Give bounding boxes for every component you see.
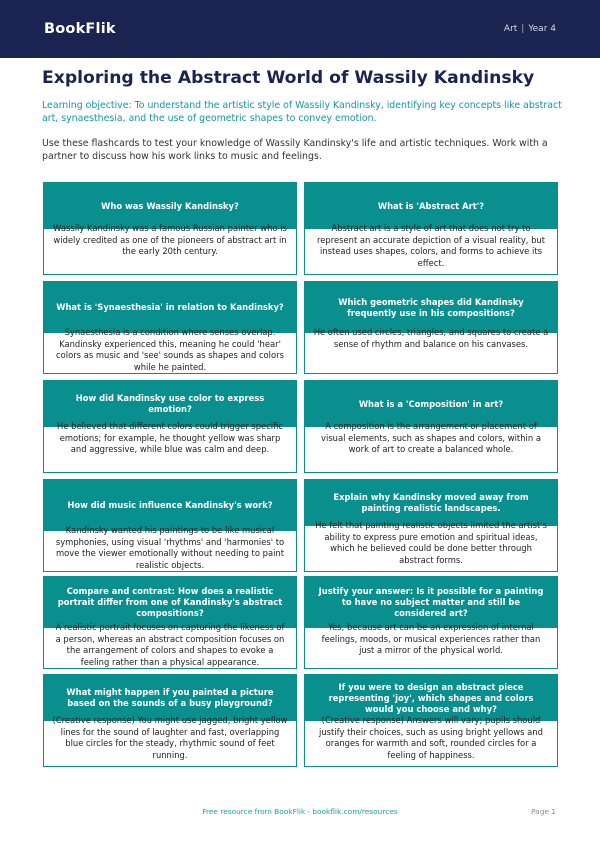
flashcard-question: How did music influence Kandinsky's work?	[44, 480, 296, 531]
flashcard	[304, 576, 558, 669]
flashcard	[304, 674, 558, 767]
flashcard-answer: A composition is the arrangement or placement of visual elements, such as shapes and colors, within a work of art to create a balanced whole.	[321, 421, 541, 454]
flashcard-answer: He often used circles, triangles, and squares to create a sense of rhythm and balance on his canvases.	[313, 327, 549, 349]
flashcard	[304, 182, 558, 275]
flashcard-question: Which geometric shapes did Kandinsky frequently use in his compositions?	[305, 282, 557, 333]
flashcard	[43, 479, 297, 572]
flashcard-question: Justify your answer: Is it possible for a painting to have no subject matter and still be considered art?	[305, 577, 557, 628]
flashcard-question: Who was Wassily Kandinsky?	[44, 183, 296, 229]
flashcard	[43, 182, 297, 275]
flashcard-question: How did Kandinsky use color to express emotion?	[44, 381, 296, 427]
flashcard-answer: He believed that different colors could trigger specific emotions; for example, he thought yellow was sharp and aggressive, while blue was calm and deep.	[57, 421, 283, 454]
footer-resource-link[interactable]: Free resource from BookFlik · bookflik.com/resources	[202, 807, 398, 816]
flashcard-answer: (Creative response) Answers will vary; pupils should justify their choices, such as using bright yellows and oranges for warmth and soft, rounded circles for a feeling of happiness.	[319, 715, 543, 760]
flashcard-question: What is 'Synaesthesia' in relation to Kandinsky?	[44, 282, 296, 333]
flashcard-answer: Abstract art is a style of art that does not try to represent an accurate depiction of a visual reality, but instead uses shapes, colors, and forms to achieve its effect.	[316, 223, 546, 268]
breadcrumb-separator: |	[521, 24, 525, 34]
flashcard	[43, 576, 297, 669]
flashcard	[304, 281, 558, 374]
flashcard	[43, 674, 297, 767]
flashcard-answer: Yes, because art can be an expression of internal feelings, moods, or musical experiences rather than just a mirror of the physical world.	[321, 622, 541, 655]
intro-text: Use these flashcards to test your knowledge of Wassily Kandinsky's life and artistic techniques. Work with a partner to discuss how his work links to music and feelings.	[42, 138, 548, 163]
flashcard-question: What might happen if you painted a picture based on the sounds of a busy playground?	[44, 675, 296, 721]
flashcard-answer: A realistic portrait focuses on capturing the likeness of a person, whereas an abstract composition focuses on the arrangement of colors and shapes to evoke a feeling rather than a physical appearance.	[55, 622, 285, 667]
breadcrumb	[504, 24, 556, 34]
flashcard-question: Compare and contrast: How does a realistic portrait differ from one of Kandinsky's abstract compositions?	[44, 577, 296, 628]
flashcard-answer: He felt that painting realistic objects limited the artist's ability to express pure emotion and spiritual ideas, which he believed could be done better through abstract forms.	[315, 520, 547, 565]
flashcard	[43, 281, 297, 374]
learning-objective: Learning objective: To understand the artistic style of Wassily Kandinsky, identifying key concepts like abstract art, synaesthesia, and the use of geometric shapes to convey emotion.	[42, 100, 562, 125]
flashcard-question: Explain why Kandinsky moved away from painting realistic landscapes.	[305, 480, 557, 526]
page-title: Exploring the Abstract World of Wassily Kandinsky	[42, 68, 535, 88]
header-bar	[0, 0, 600, 58]
year-label: Year 4	[528, 24, 556, 34]
flashcard-answer: Wassily Kandinsky was a famous Russian painter who is widely credited as one of the pioneers of abstract art in the early 20th century.	[53, 223, 287, 256]
brand-logo[interactable]: BookFlik	[44, 21, 116, 37]
flashcard	[304, 380, 558, 473]
page-number: Page 1	[531, 807, 556, 816]
flashcard-answer: Kandinsky wanted his paintings to be like musical symphonies, using visual 'rhythms' and 'harmonies' to move the viewer emotionally without needing to paint realistic objects.	[55, 525, 285, 570]
flashcard-answer: Synaesthesia is a condition where senses overlap. Kandinsky experienced this, meaning he could 'hear' colors as music and 'see' sounds as shapes and colors while he painted.	[56, 327, 284, 372]
flashcard-question: What is 'Abstract Art'?	[305, 183, 557, 229]
subject-label: Art	[503, 24, 518, 34]
flashcard-answer: (Creative response) You might use jagged, bright yellow lines for the sound of laughter and fast, overlapping blue circles for the steady, rhythmic sound of feet running.	[52, 715, 288, 760]
flashcard	[304, 479, 558, 572]
flashcard	[43, 380, 297, 473]
flashcard-question: If you were to design an abstract piece representing 'joy', which shapes and colors would you choose and why?	[305, 675, 557, 721]
flashcard-question: What is a 'Composition' in art?	[305, 381, 557, 427]
